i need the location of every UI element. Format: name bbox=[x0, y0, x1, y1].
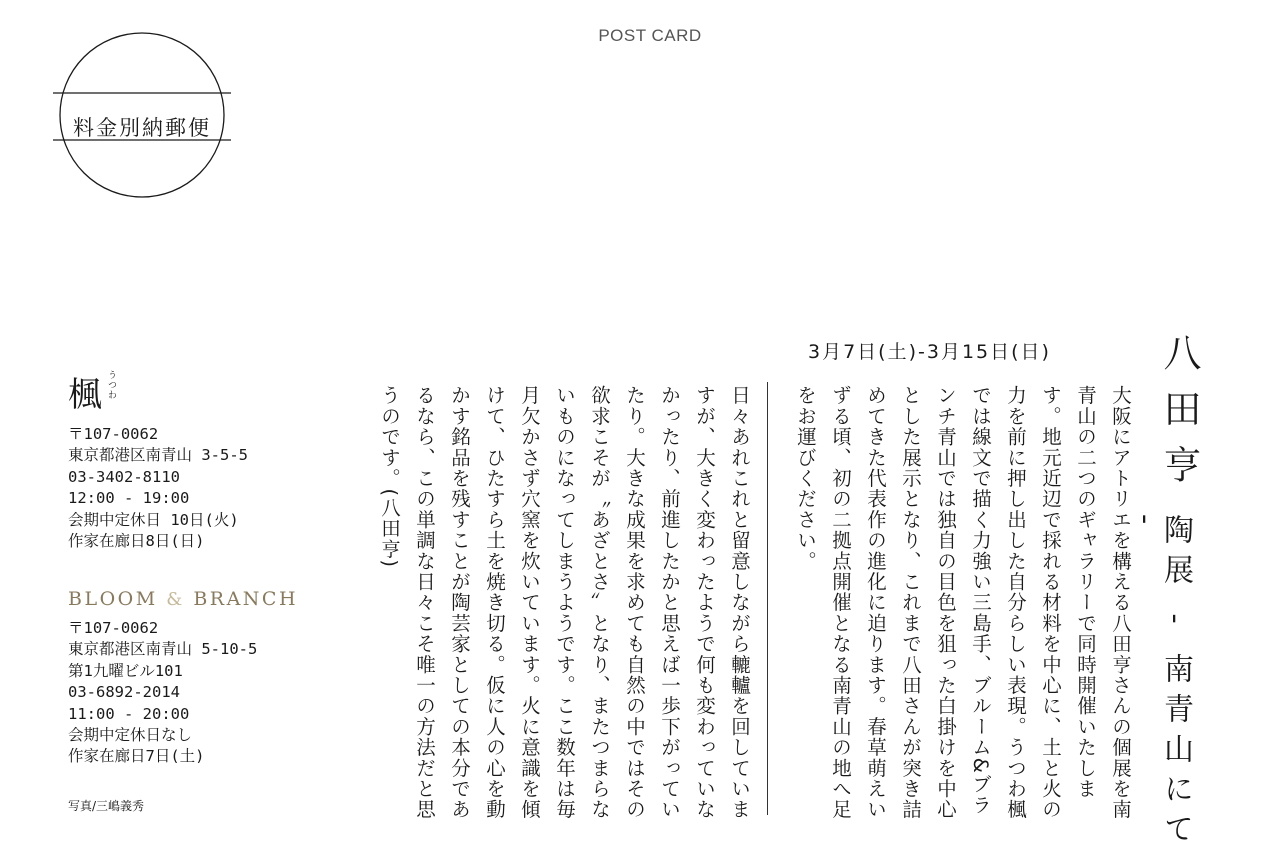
bb-postcode: 〒107-0062 bbox=[68, 619, 159, 637]
bb-building: 第1九曜ビル101 bbox=[68, 661, 183, 680]
bb-hours: 11:00 - 20:00 bbox=[68, 704, 190, 723]
intro-text: 大阪にアトリエを構える八田亨さんの個展を南青山の二つのギャラリーで同時開催いたします。地元近辺で採れる材料を中心に、土と火の力を前に押し出した自分らしい表現。うつわ楓では線文で描く力強い三島手、ブルーム&ブランチ青山では独自の目色を狙った白掛けを中心とした展示となり、これまで八田さんが突き詰めてきた代表作の進化に迫ります。春草萌えいずる頃、初の二拠点開催となる南青山の地へ足をお運びください。 bbox=[794, 385, 1132, 820]
bb-logo-left: BLOOM bbox=[68, 588, 158, 610]
kaede-closed: 会期中定休日 10日(火) bbox=[68, 510, 239, 529]
kaede-phone: 03-3402-8110 bbox=[68, 467, 180, 486]
kaede-artist-day: 作家在廊日8日(日) bbox=[68, 532, 205, 551]
artist-statement bbox=[372, 385, 757, 825]
bb-phone: 03-6892-2014 bbox=[68, 683, 180, 702]
bb-logo-amp: & bbox=[166, 589, 185, 610]
bb-closed: 会期中定休日なし bbox=[68, 726, 193, 745]
artist-name: 八田亨 bbox=[1157, 333, 1201, 501]
kaede-address: 東京都港区南青山 3-5-5 bbox=[68, 446, 248, 465]
postage-paid-stamp bbox=[53, 32, 231, 198]
bb-artist-day: 作家在廊日7日(土) bbox=[68, 747, 205, 766]
bb-logo-right: BRANCH bbox=[193, 588, 299, 610]
stamp-text: 料金別納郵便 bbox=[73, 116, 211, 140]
bb-info bbox=[68, 618, 298, 768]
bb-address: 東京都港区南青山 5-10-5 bbox=[68, 640, 258, 659]
statement-signature: (八田亨) bbox=[378, 488, 401, 569]
postcard-label: POST CARD bbox=[598, 26, 702, 45]
bloom-branch-logo bbox=[68, 588, 298, 610]
venue-bloom-branch bbox=[68, 588, 298, 768]
kaede-hours: 12:00 - 19:00 bbox=[68, 489, 190, 508]
exhibition-dates: 3月7日(土)-3月15日(日) bbox=[808, 341, 1051, 363]
kaede-logo-ruby: うつわ bbox=[106, 370, 116, 400]
kaede-postcode: 〒107-0062 bbox=[68, 425, 159, 443]
venue-utsuwa-kaede bbox=[68, 370, 248, 552]
photo-credit: 写真/三嶋義秀 bbox=[68, 799, 145, 813]
statement-text: 日々あれこれと留意しながら轆轤を回していますが、大きく変わったようで何も変わっていなかったり、前進したかと思えば一歩下がっていたり。大きな成果を求めても自然の中ではその欲求こそが〝あざとさ〟となり、またつまらないものになってしまうようです。ここ数年は毎月欠かさず穴窯を炊いています。火に意識を傾けて、ひたすら土を焼き切る。仮に人の心を動かす銘品を残すことが陶芸家としての本分であるなら、この単調な日々こそ唯一の方法だと思うのです。 bbox=[378, 385, 751, 820]
exhibition-title: 陶展 - 南青山にて - bbox=[1128, 514, 1193, 854]
kaede-info bbox=[68, 424, 248, 552]
kaede-logo bbox=[68, 370, 248, 415]
kaede-logo-text: 楓 bbox=[68, 375, 102, 415]
text-divider bbox=[767, 382, 768, 815]
